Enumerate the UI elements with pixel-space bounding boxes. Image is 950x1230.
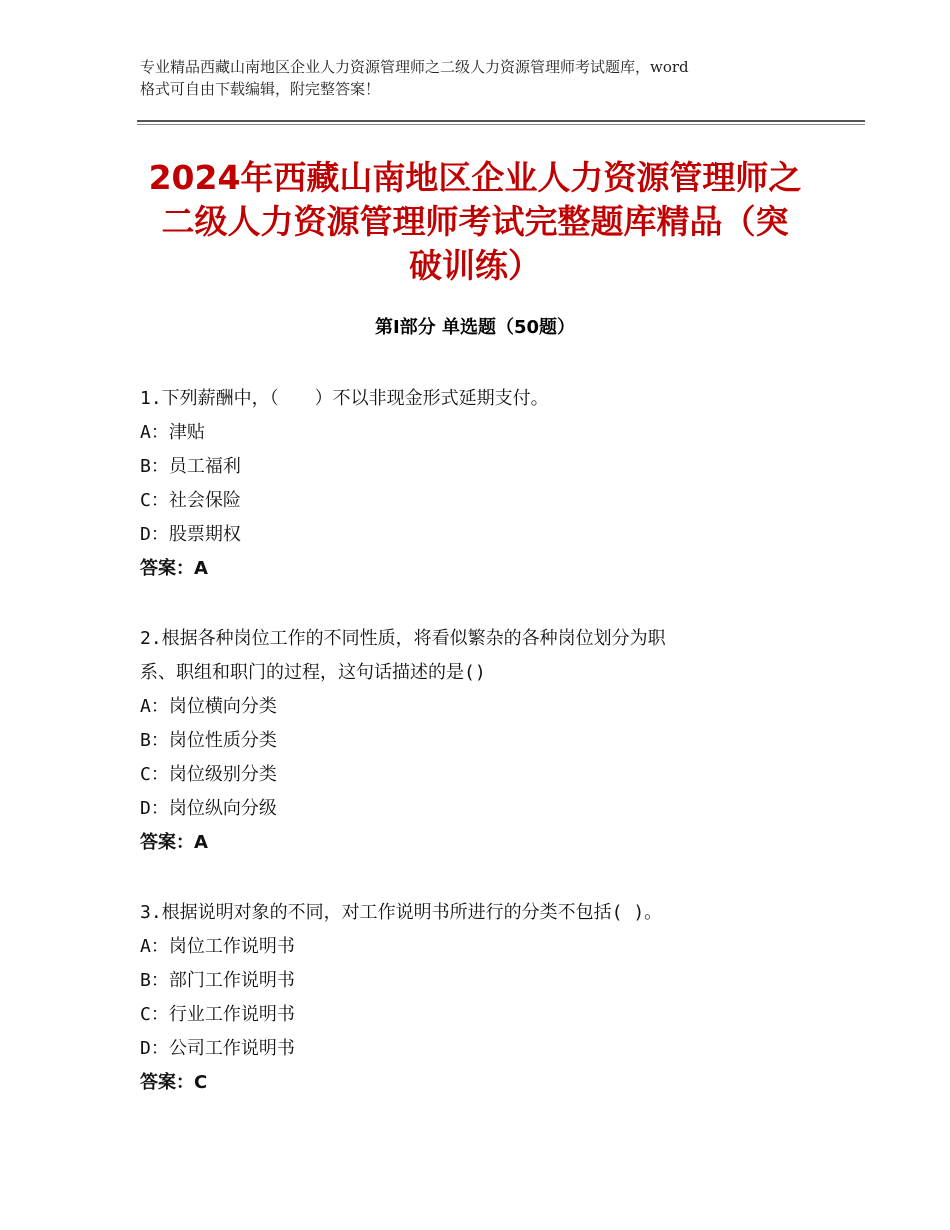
document-title [100,156,850,288]
title-line: 二级人力资源管理师考试完整题库精品（突 [161,202,789,241]
header-note-line: 专业精品西藏山南地区企业人力资源管理师之二级人力资源管理师考试题库，word [140,58,689,76]
answer-line: 答案：C [140,1072,208,1093]
section-title: 第Ⅰ部分 单选题（50题） [374,317,575,338]
title-line: 2024年西藏山南地区企业人力资源管理师之 [148,158,802,197]
header-divider-thin [137,124,865,125]
header-divider [137,120,865,122]
question-item [140,382,840,586]
option-b: B：员工福利 [140,456,241,477]
option-a: A：岗位横向分类 [140,696,277,717]
answer-line: 答案：A [140,832,208,853]
question-item [140,622,840,860]
header-note-line: 格式可自由下载编辑，附完整答案！ [140,80,381,98]
answer-line: 答案：A [140,558,208,579]
option-d: D：岗位纵向分级 [140,798,277,819]
option-b: B：部门工作说明书 [140,970,295,991]
option-d: D：股票期权 [140,524,241,545]
option-b: B：岗位性质分类 [140,730,277,751]
option-c: C：岗位级别分类 [140,764,277,785]
question-stem-continued: 系、职组和职门的过程，这句话描述的是() [140,662,486,683]
title-line: 破训练） [409,246,541,285]
question-stem: 2.根据各种岗位工作的不同性质，将看似繁杂的各种岗位划分为职 [140,628,666,649]
option-c: C：行业工作说明书 [140,1004,295,1025]
option-c: C：社会保险 [140,490,241,511]
option-a: A：津贴 [140,422,205,443]
option-d: D：公司工作说明书 [140,1038,295,1059]
header-note [140,56,830,100]
question-item [140,896,840,1100]
question-stem: 1.下列薪酬中，（ ）不以非现金形式延期支付。 [140,388,549,409]
option-a: A：岗位工作说明书 [140,936,295,957]
question-list [140,382,840,1136]
question-stem: 3.根据说明对象的不同，对工作说明书所进行的分类不包括( )。 [140,902,663,923]
